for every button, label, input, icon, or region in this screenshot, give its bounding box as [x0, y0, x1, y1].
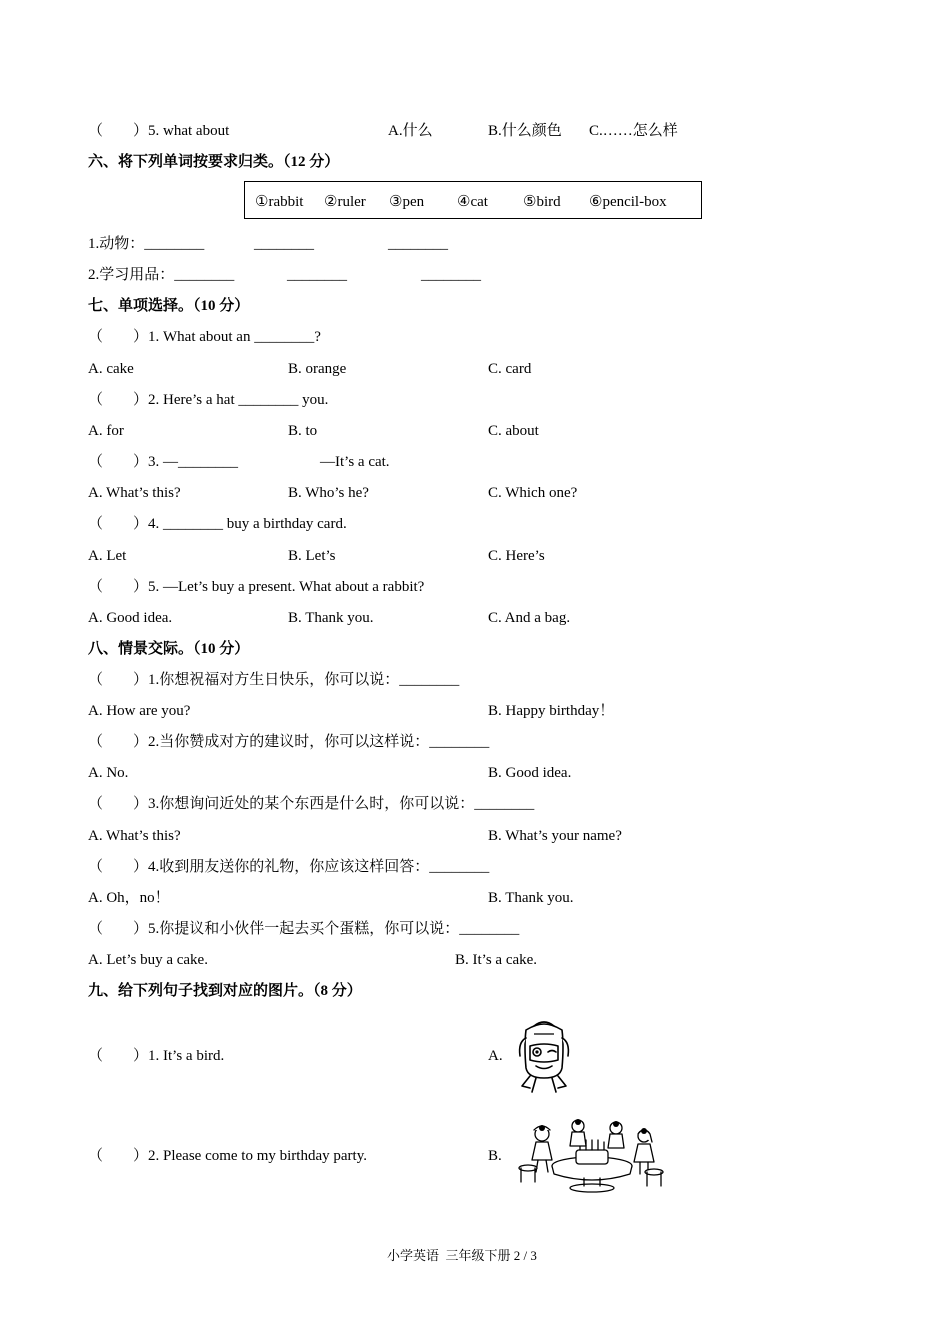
s8-q1-option-b[interactable]: B. Happy birthday！ [488, 703, 615, 719]
s8-q4-option-a[interactable]: A. Oh，no！ [88, 890, 170, 906]
s8-question-2: （ ）2.当你赞成对方的建议时，你可以这样说：________ [88, 734, 490, 750]
word-6: ⑥pencil-box [589, 194, 667, 210]
s8-q3-option-a[interactable]: A. What’s this? [88, 828, 181, 844]
section-7-title: 七、单项选择。（10 分） [88, 298, 250, 314]
s8-question-5: （ ）5.你提议和小伙伴一起去买个蛋糕，你可以说：________ [88, 921, 520, 937]
word-5: ⑤bird [523, 194, 561, 210]
word-1: ①rabbit [255, 194, 304, 210]
s7-question-3: （ ）3. —________ [88, 454, 239, 470]
s9-option-b-label: B. [488, 1148, 502, 1164]
s7-question-2: （ ）2. Here’s a hat ________ you. [88, 392, 329, 408]
birthday-party-icon [514, 1116, 666, 1194]
s8-question-3: （ ）3.你想询问近处的某个东西是什么时，你可以说：________ [88, 796, 535, 812]
prev-option-c: C.……怎么样 [589, 123, 678, 139]
s7-q4-option-a[interactable]: A. Let [88, 548, 127, 564]
s7-q1-option-b[interactable]: B. orange [288, 361, 347, 377]
backpack-icon [512, 1016, 576, 1094]
s7-q1-option-c[interactable]: C. card [488, 361, 532, 377]
s7-q4-option-b[interactable]: B. Let’s [288, 548, 336, 564]
s7-question-1: （ ）1. What about an ________? [88, 329, 321, 345]
s7-q5-option-a[interactable]: A. Good idea. [88, 610, 173, 626]
s9-question-1: （ ）1. It’s a bird. [88, 1048, 225, 1064]
word-4: ④cat [457, 194, 488, 210]
stationery-blank-2[interactable]: ________ [287, 267, 347, 283]
s7-q4-option-c[interactable]: C. Here’s [488, 548, 545, 564]
stationery-line: 2.学习用品：________ [88, 267, 235, 283]
animals-blank-3[interactable]: ________ [388, 236, 448, 252]
s9-option-a-label: A. [488, 1048, 503, 1064]
s7-q3-option-b[interactable]: B. Who’s he? [288, 485, 369, 501]
s9-question-2: （ ）2. Please come to my birthday party. [88, 1148, 367, 1164]
s7-question-4: （ ）4. ________ buy a birthday card. [88, 516, 347, 532]
s7-q2-option-b[interactable]: B. to [288, 423, 318, 439]
s8-q5-option-a[interactable]: A. Let’s buy a cake. [88, 952, 208, 968]
s7-q2-option-c[interactable]: C. about [488, 423, 539, 439]
animals-blank-2[interactable]: ________ [254, 236, 314, 252]
s8-q3-option-b[interactable]: B. What’s your name? [488, 828, 622, 844]
s8-question-4: （ ）4.收到朋友送你的礼物，你应该这样回答：________ [88, 859, 490, 875]
s7-q1-option-a[interactable]: A. cake [88, 361, 134, 377]
animals-line: 1.动物：________ [88, 236, 205, 252]
s7-q3-option-c[interactable]: C. Which one? [488, 485, 578, 501]
section-6-title: 六、将下列单词按要求归类。（12 分） [88, 154, 340, 170]
prev-option-a: A.什么 [388, 123, 433, 139]
s7-q5-option-c[interactable]: C. And a bag. [488, 610, 571, 626]
page-footer: 小学英语 三年级下册 2 / 3 [387, 1248, 537, 1263]
s7-question-5: （ ）5. —Let’s buy a present. What about a rabbit? [88, 579, 425, 595]
prev-question-5: （ ）5. what about [88, 123, 230, 139]
s8-question-1: （ ）1.你想祝福对方生日快乐，你可以说：________ [88, 672, 460, 688]
s8-q5-option-b[interactable]: B. It’s a cake. [455, 952, 538, 968]
prev-option-b: B.什么颜色 [488, 123, 562, 139]
s8-q1-option-a[interactable]: A. How are you? [88, 703, 191, 719]
stationery-blank-3[interactable]: ________ [421, 267, 481, 283]
section-8-title: 八、情景交际。（10 分） [88, 641, 250, 657]
section-9-title: 九、给下列句子找到对应的图片。（8 分） [88, 983, 362, 999]
word-2: ②ruler [324, 194, 366, 210]
s8-q2-option-b[interactable]: B. Good idea. [488, 765, 572, 781]
s7-q2-option-a[interactable]: A. for [88, 423, 124, 439]
s7-question-3-answer: —It’s a cat. [320, 454, 390, 470]
s7-q5-option-b[interactable]: B. Thank you. [288, 610, 374, 626]
s7-q3-option-a[interactable]: A. What’s this? [88, 485, 181, 501]
s8-q4-option-b[interactable]: B. Thank you. [488, 890, 574, 906]
word-3: ③pen [389, 194, 425, 210]
s8-q2-option-a[interactable]: A. No. [88, 765, 129, 781]
